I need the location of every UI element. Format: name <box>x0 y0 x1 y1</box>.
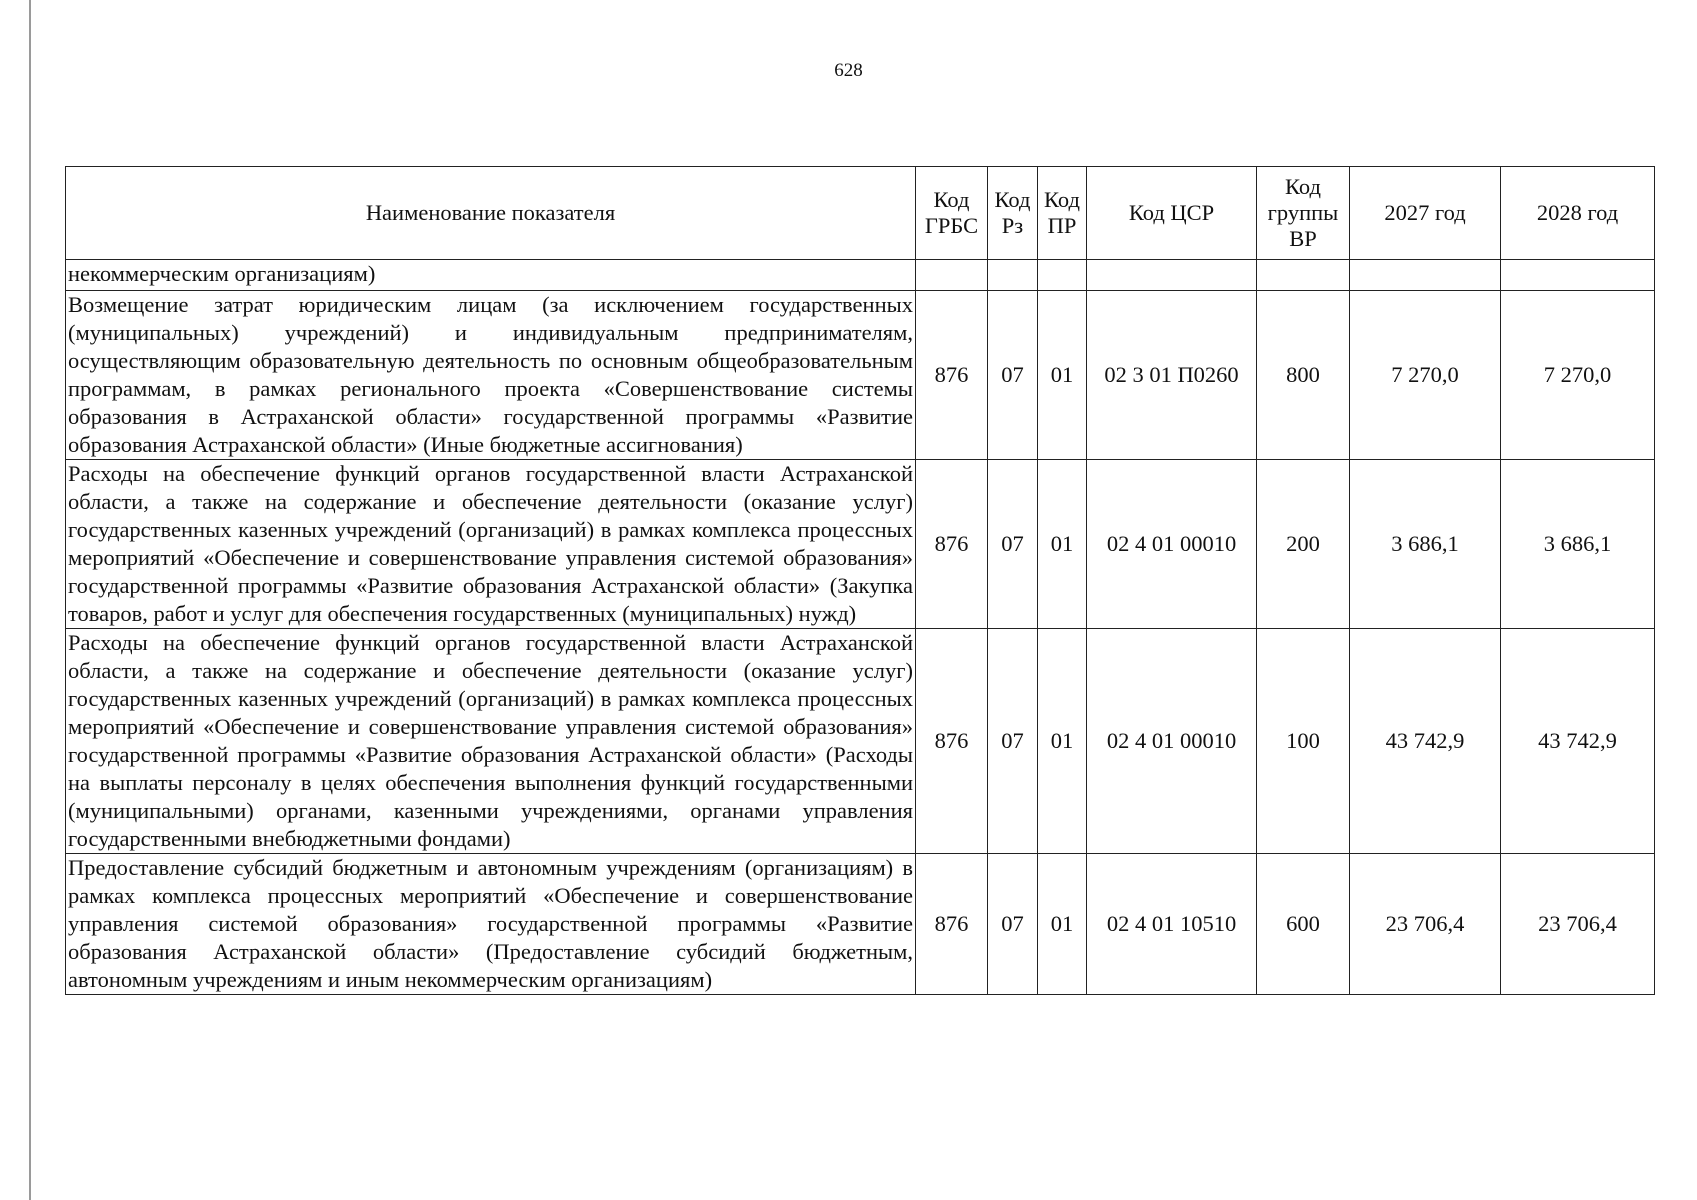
row-2028: 7 270,0 <box>1501 291 1655 460</box>
row-name: Предоставление субсидий бюджетным и автономным учреждениям (организациям) в рамках комплекса процессных мероприятий «Обеспечение и совершенствование управления системой образования» государственной программы «Развитие образования Астраханской области» (Предоставление субсидий бюджетным, автономным учреждениям и иным некоммерческим организациям) <box>66 854 916 995</box>
empty-cell <box>1501 260 1655 291</box>
row-pr: 01 <box>1038 854 1087 995</box>
continuation-text: некоммерческим организациям) <box>66 260 916 291</box>
row-csr: 02 4 01 10510 <box>1087 854 1257 995</box>
row-rz: 07 <box>988 460 1038 629</box>
row-name: Расходы на обеспечение функций органов государственной власти Астраханской области, а также на содержание и обеспечение деятельности (оказание услуг) государственных казенных учреждений (организаций) в рамках комплекса процессных мероприятий «Обеспечение и совершенствование управления системой образования» государственной программы «Развитие образования Астраханской области» (Расходы на выплаты персоналу в целях обеспечения выполнения функций государственными (муниципальными) органами, казенными учреждениями, органами управления государственными внебюджетными фондами) <box>66 629 916 854</box>
empty-cell <box>916 260 988 291</box>
row-csr: 02 4 01 00010 <box>1087 460 1257 629</box>
row-rz: 07 <box>988 629 1038 854</box>
page-number: 628 <box>834 60 863 81</box>
row-csr: 02 3 01 П0260 <box>1087 291 1257 460</box>
table-row <box>66 460 1655 629</box>
row-2027: 23 706,4 <box>1350 854 1501 995</box>
header-vr <box>1257 167 1350 260</box>
header-vr-line3: ВР <box>1289 226 1317 251</box>
row-grbs: 876 <box>916 460 988 629</box>
header-rz-line1: Код <box>994 187 1031 212</box>
empty-cell <box>1257 260 1350 291</box>
empty-cell <box>1038 260 1087 291</box>
header-csr: Код ЦСР <box>1087 167 1257 260</box>
header-2027: 2027 год <box>1350 167 1501 260</box>
row-2028: 43 742,9 <box>1501 629 1655 854</box>
row-grbs: 876 <box>916 629 988 854</box>
table-row-continuation <box>66 260 1655 291</box>
header-rz-line2: Рз <box>1001 213 1024 238</box>
budget-table <box>65 166 1655 995</box>
header-grbs-line1: Код <box>933 187 970 212</box>
row-2028: 3 686,1 <box>1501 460 1655 629</box>
row-rz: 07 <box>988 291 1038 460</box>
row-vr: 800 <box>1257 291 1350 460</box>
row-pr: 01 <box>1038 291 1087 460</box>
table-row <box>66 854 1655 995</box>
header-pr-line2: ПР <box>1047 213 1077 238</box>
row-name: Расходы на обеспечение функций органов государственной власти Астраханской области, а также на содержание и обеспечение деятельности (оказание услуг) государственных казенных учреждений (организаций) в рамках комплекса процессных мероприятий «Обеспечение и совершенствование управления системой образования» государственной программы «Развитие образования Астраханской области» (Закупка товаров, работ и услуг для обеспечения государственных (муниципальных) нужд) <box>66 460 916 629</box>
row-2028: 23 706,4 <box>1501 854 1655 995</box>
header-grbs-line2: ГРБС <box>924 213 979 238</box>
header-rz <box>988 167 1038 260</box>
header-grbs <box>916 167 988 260</box>
row-csr: 02 4 01 00010 <box>1087 629 1257 854</box>
empty-cell <box>988 260 1038 291</box>
header-vr-line2: группы <box>1267 200 1339 225</box>
table-header-row <box>66 167 1655 260</box>
row-vr: 600 <box>1257 854 1350 995</box>
left-margin-rule <box>29 0 31 1200</box>
row-2027: 7 270,0 <box>1350 291 1501 460</box>
row-grbs: 876 <box>916 291 988 460</box>
header-pr-line1: Код <box>1044 187 1080 212</box>
row-2027: 43 742,9 <box>1350 629 1501 854</box>
row-vr: 200 <box>1257 460 1350 629</box>
row-rz: 07 <box>988 854 1038 995</box>
header-vr-line1: Код <box>1285 174 1321 199</box>
header-2028: 2028 год <box>1501 167 1655 260</box>
row-pr: 01 <box>1038 460 1087 629</box>
header-pr <box>1038 167 1087 260</box>
table-row <box>66 291 1655 460</box>
row-pr: 01 <box>1038 629 1087 854</box>
row-grbs: 876 <box>916 854 988 995</box>
empty-cell <box>1087 260 1257 291</box>
row-2027: 3 686,1 <box>1350 460 1501 629</box>
row-vr: 100 <box>1257 629 1350 854</box>
empty-cell <box>1350 260 1501 291</box>
table-row <box>66 629 1655 854</box>
header-name: Наименование показателя <box>66 167 916 260</box>
row-name: Возмещение затрат юридическим лицам (за исключением государственных (муниципальных) учреждений) и индивидуальным предпринимателям, осуществляющим образовательную деятельность по основным общеобразовательным программам, в рамках регионального проекта «Совершенствование системы образования в Астраханской области» государственной программы «Развитие образования Астраханской области» (Иные бюджетные ассигнования) <box>66 291 916 460</box>
